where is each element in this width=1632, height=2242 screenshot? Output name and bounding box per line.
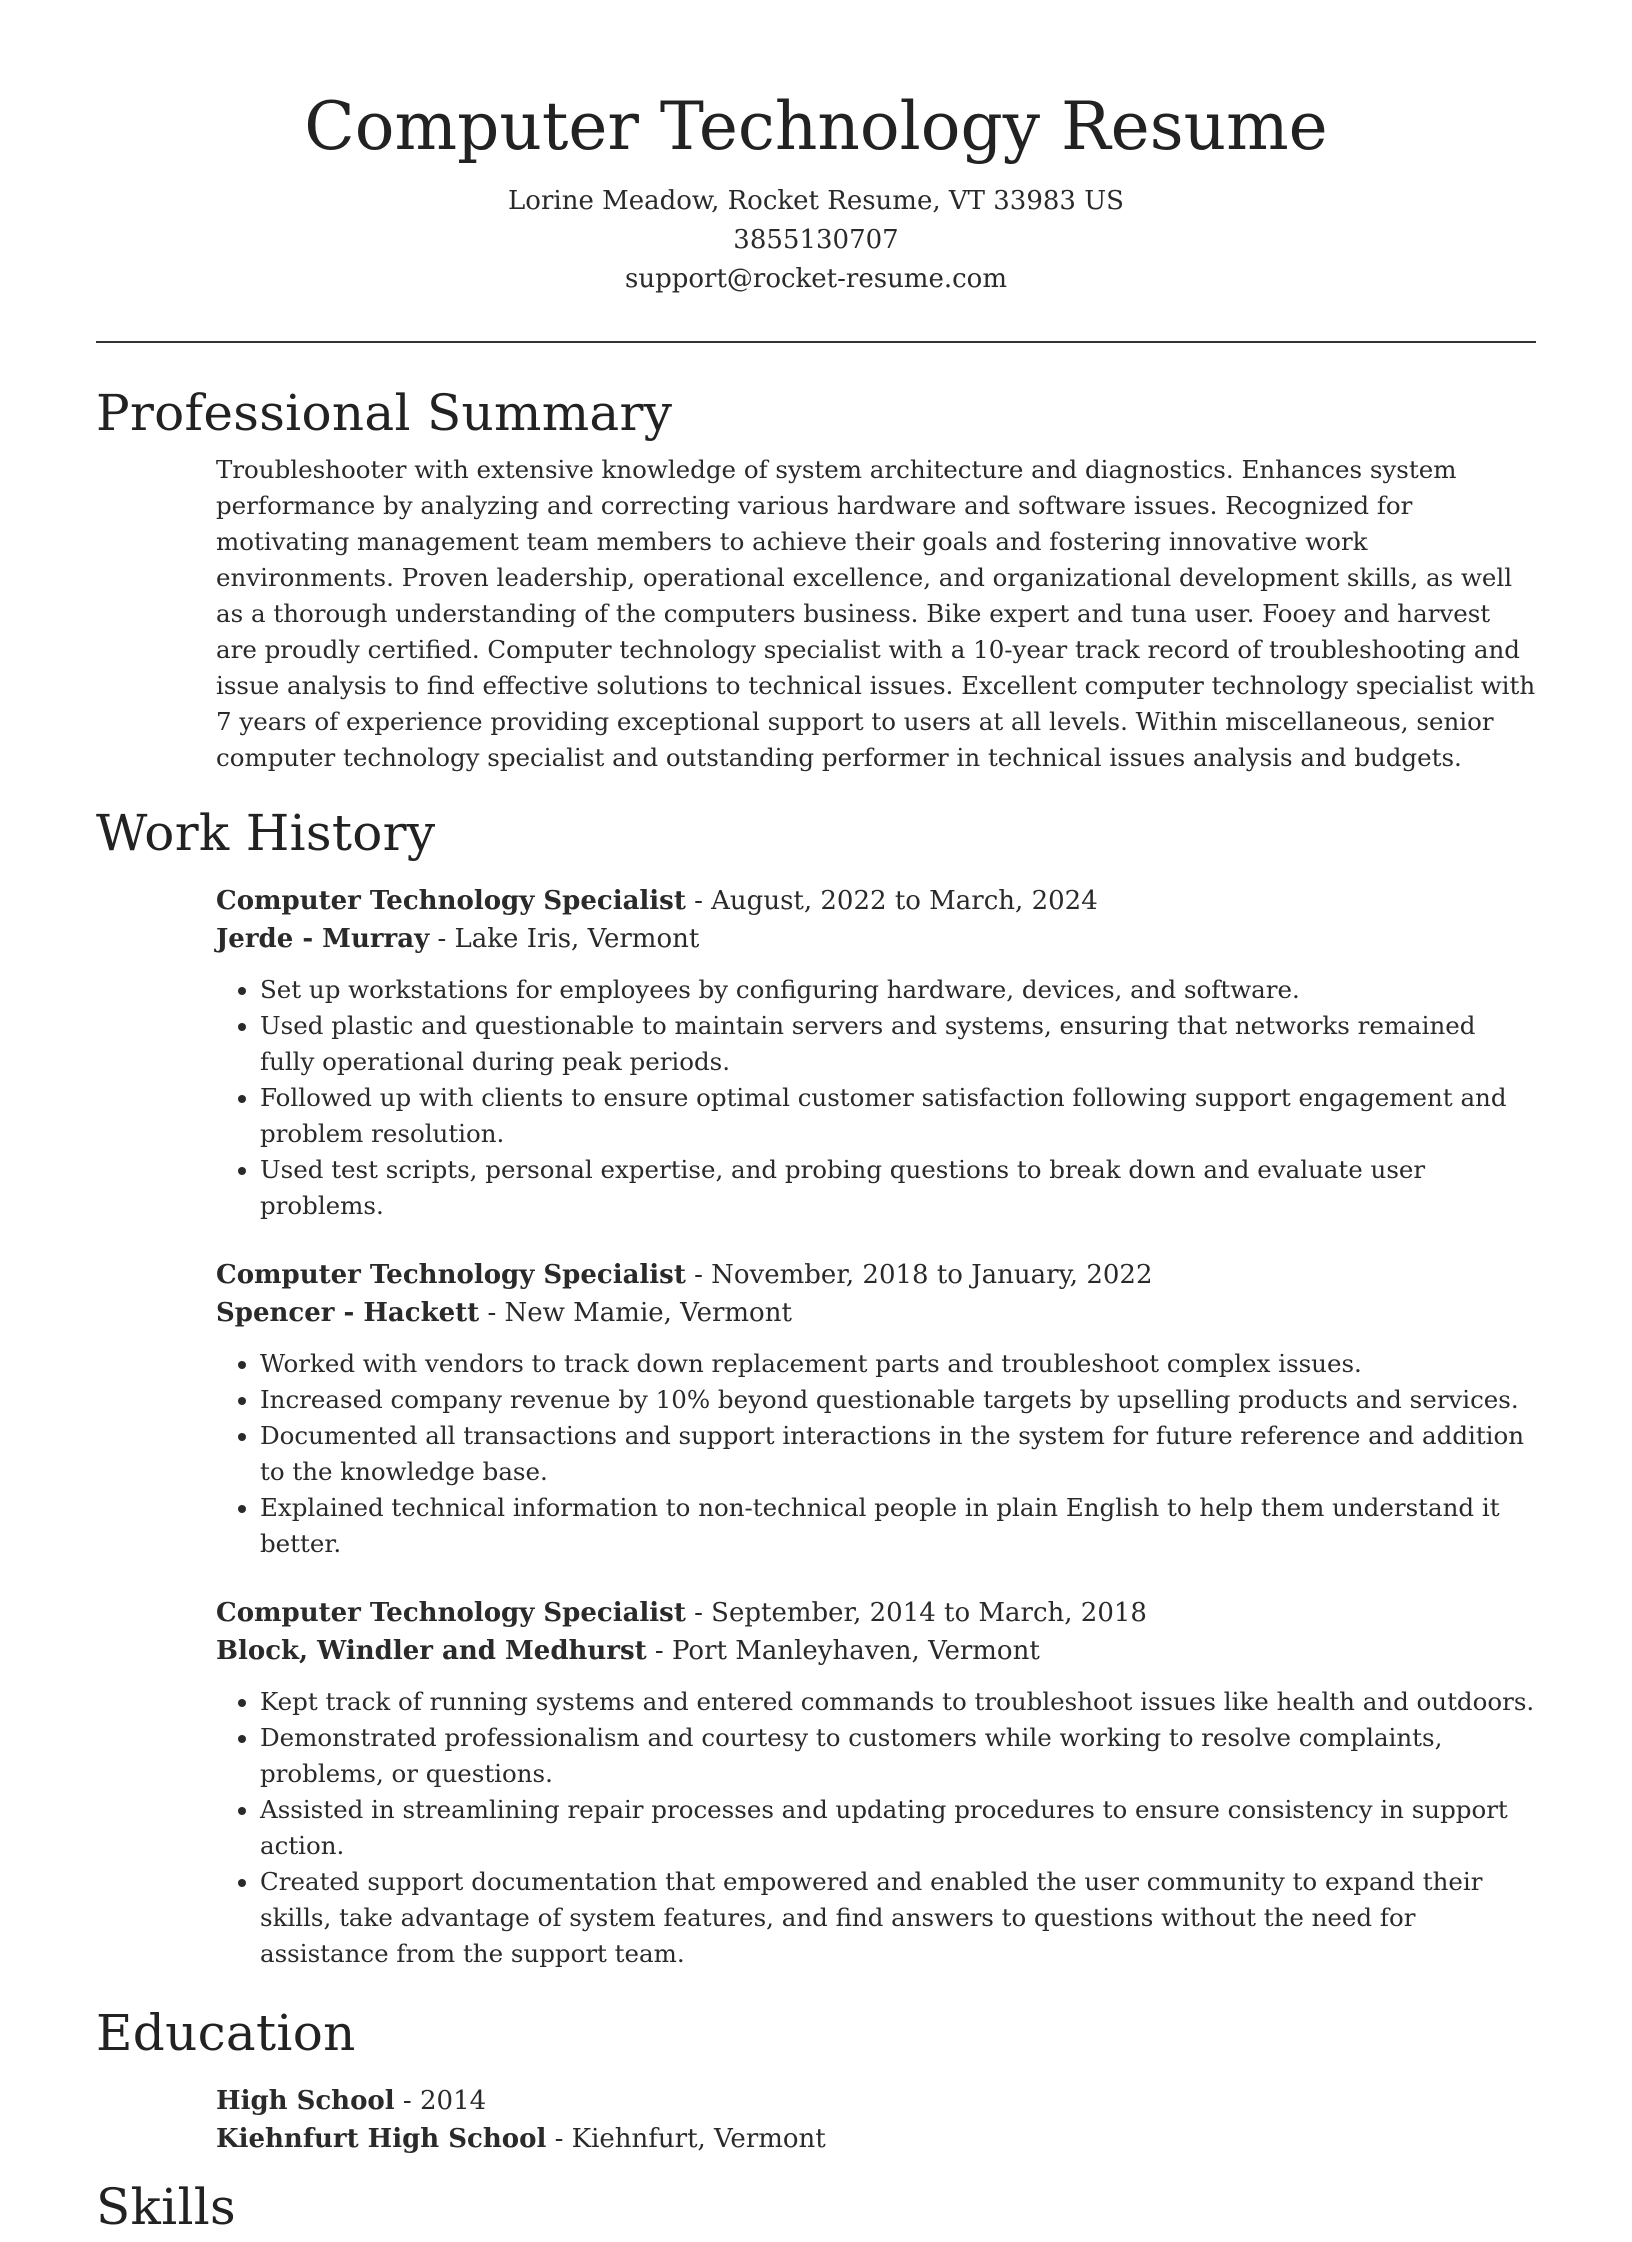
job-location: New Mamie, Vermont: [504, 1298, 792, 1328]
job-duty: • Demonstrated professionalism and courtesy to customers while working to resolve complaints, problems, or questions.: [260, 1720, 1536, 1792]
separator: -: [685, 1260, 712, 1290]
separator: -: [646, 1636, 672, 1666]
separator: -: [685, 886, 712, 916]
section-title-skills: Skills: [96, 2178, 236, 2236]
education-location: Kiehnfurt, Vermont: [571, 2124, 826, 2154]
job-company: Jerde - Murray: [216, 924, 430, 954]
spacer: [96, 1562, 1536, 1580]
separator: -: [546, 2124, 572, 2154]
job-company-line: [216, 920, 1536, 958]
job-duties-list: [216, 972, 1536, 1224]
job-title: Computer Technology Specialist: [216, 1598, 686, 1628]
job-company-line: [216, 1294, 1536, 1332]
job-company: Spencer - Hackett: [216, 1298, 480, 1328]
job-company-line: [216, 1632, 1536, 1670]
separator: -: [685, 1598, 712, 1628]
job-duty: • Kept track of running systems and entered commands to troubleshoot issues like health and outdoors.: [260, 1684, 1536, 1720]
section-title-education: Education: [96, 2004, 356, 2062]
contact-address: Lorine Meadow, Rocket Resume, VT 33983 US: [508, 186, 1124, 216]
job-duty: • Followed up with clients to ensure optimal customer satisfaction following support engagement and problem resolution.: [260, 1080, 1536, 1152]
resume-header: [96, 82, 1536, 299]
job-title: Computer Technology Specialist: [216, 1260, 686, 1290]
separator: -: [479, 1298, 505, 1328]
job-duty: • Documented all transactions and support interactions in the system for future reference and addition to the knowledge base.: [260, 1418, 1536, 1490]
job-location: Lake Iris, Vermont: [454, 924, 700, 954]
job-duty: • Increased company revenue by 10% beyond questionable targets by upselling products and services.: [260, 1382, 1536, 1418]
job-dates: August, 2022 to March, 2024: [711, 886, 1098, 916]
job-entry: [216, 1256, 1536, 1562]
contact-email: support@rocket-resume.com: [624, 264, 1007, 294]
job-entry: [216, 882, 1536, 1224]
job-company: Block, Windler and Medhurst: [216, 1636, 647, 1666]
job-duty: • Used plastic and questionable to maintain servers and systems, ensuring that networks remained fully operational during peak periods.: [260, 1008, 1536, 1080]
job-duty: • Assisted in streamlining repair processes and updating procedures to ensure consistency in support action.: [260, 1792, 1536, 1864]
separator: -: [429, 924, 455, 954]
education-degree-line: [216, 2082, 1536, 2120]
professional-summary-text: Troubleshooter with extensive knowledge of system architecture and diagnostics. Enhances system performance by analyzing and correcting various hardware and software issues. Recognized for motivating management team members to achieve their goals and fostering innovative work environments. Proven leadership, operational excellence, and organizational development skills, as well as a thorough understanding of the computers business. Bike expert and tuna user. Fooey and harvest are proudly certified. Computer technology specialist with a 10-year track record of troubleshooting and issue analysis to find effective solutions to technical issues. Excellent computer technology specialist with 7 years of experience providing exceptional support to users at all levels. Within miscellaneous, senior computer technology specialist and outstanding performer in technical issues analysis and budgets.: [216, 455, 1536, 772]
section-title-professional-summary: Professional Summary: [96, 384, 673, 442]
resume-body: [96, 378, 1536, 2242]
job-title-line: [216, 882, 1536, 920]
job-dates: September, 2014 to March, 2018: [711, 1598, 1147, 1628]
resume-title: Computer Technology Resume: [304, 88, 1328, 165]
section-title-work-history: Work History: [96, 804, 436, 862]
job-entry: [216, 1594, 1536, 1972]
job-title: Computer Technology Specialist: [216, 886, 686, 916]
job-title-line: [216, 1594, 1536, 1632]
spacer: [96, 1224, 1536, 1242]
separator: -: [394, 2086, 420, 2116]
job-duty: • Set up workstations for employees by configuring hardware, devices, and software.: [260, 972, 1536, 1008]
header-divider: [96, 341, 1536, 343]
job-duty: • Explained technical information to non-technical people in plain English to help them understand it better.: [260, 1490, 1536, 1562]
education-school: Kiehnfurt High School: [216, 2124, 547, 2154]
education-degree: High School: [216, 2086, 395, 2116]
job-duties-list: [216, 1346, 1536, 1562]
job-duty: • Created support documentation that empowered and enabled the user community to expand their skills, take advantage of system features, and find answers to questions without the need for assistance from the support team.: [260, 1864, 1536, 1972]
job-location: Port Manleyhaven, Vermont: [671, 1636, 1040, 1666]
job-title-line: [216, 1256, 1536, 1294]
job-duties-list: [216, 1684, 1536, 1972]
education-school-line: [216, 2120, 1536, 2158]
job-duty: • Used test scripts, personal expertise, and probing questions to break down and evaluate user problems.: [260, 1152, 1536, 1224]
job-duty: • Worked with vendors to track down replacement parts and troubleshoot complex issues.: [260, 1346, 1536, 1382]
education-year: 2014: [419, 2086, 487, 2116]
contact-info: [96, 182, 1536, 299]
spacer: [96, 1972, 1536, 1998]
job-dates: November, 2018 to January, 2022: [711, 1260, 1153, 1290]
contact-phone: 3855130707: [733, 225, 899, 255]
education-entry: [216, 2082, 1536, 2158]
